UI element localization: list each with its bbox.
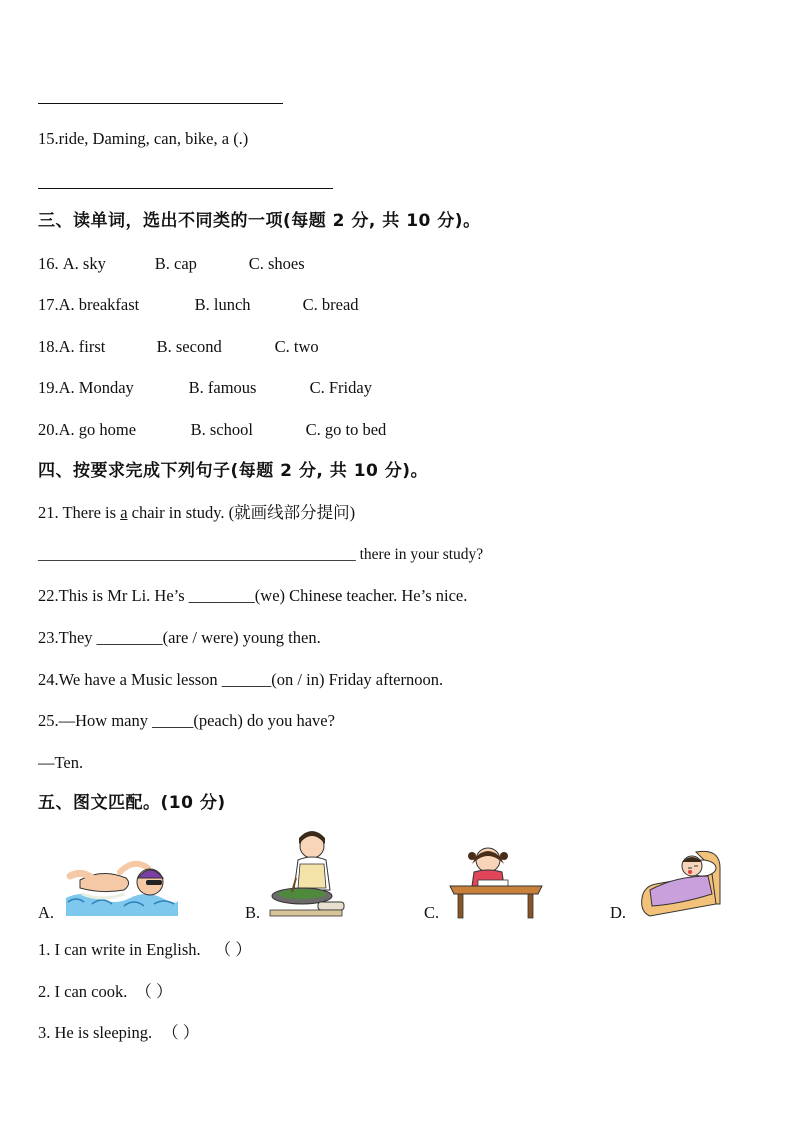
section-5-title: 五、图文匹配。(10 分) (38, 793, 226, 813)
question-17-number: 17. (38, 295, 59, 314)
question-24-number: 24. (38, 670, 59, 689)
question-18 (38, 337, 319, 357)
question-22-text: This is Mr Li. He’s ________(we) Chinese teacher. He’s nice. (58, 586, 468, 605)
question-23-text: They ________(are / were) young then. (58, 628, 321, 647)
picture-label-b: B. (245, 903, 261, 922)
question-18-option-a: A. first (58, 337, 106, 356)
question-24 (38, 670, 443, 690)
question-15-number: 15. (38, 129, 59, 148)
picture-label-a: A. (38, 903, 55, 922)
picture-label-d: D. (610, 903, 627, 922)
question-21-text-post: chair in study. (就画线部分提问) (127, 503, 356, 522)
match-item-2 (38, 982, 172, 1002)
swimmer-illustration (62, 850, 180, 920)
question-20-option-a: A. go home (58, 420, 137, 439)
question-20-number: 20. (38, 420, 59, 439)
match-item-3-blank: （ ） (162, 1023, 200, 1042)
match-item-2-blank: （ ） (135, 982, 173, 1001)
question-20-option-b: B. school (190, 420, 253, 439)
question-17-option-b: B. lunch (194, 295, 251, 314)
match-item-1-text: 1. I can write in English. (38, 940, 201, 959)
cooking-girl-illustration (266, 828, 358, 920)
match-item-1-blank: （ ） (214, 940, 252, 959)
question-23 (38, 628, 321, 648)
question-20-option-c: C. go to bed (305, 420, 387, 439)
question-19-number: 19. (38, 378, 59, 397)
question-18-number: 18. (38, 337, 59, 356)
match-item-1 (38, 940, 252, 960)
answer-line-15 (38, 188, 333, 189)
question-19-option-c: C. Friday (309, 378, 372, 397)
match-item-3-text: 3. He is sleeping. (38, 1023, 153, 1042)
question-21 (38, 503, 355, 523)
answer-line-14 (38, 103, 283, 104)
question-21-text-pre: . There is (54, 503, 121, 522)
question-25 (38, 711, 335, 731)
match-item-3 (38, 1023, 199, 1043)
question-17-option-a: A. breakfast (58, 295, 140, 314)
question-17-option-c: C. bread (302, 295, 359, 314)
sleeping-boy-illustration (636, 846, 724, 920)
picture-label-c: C. (424, 903, 440, 922)
question-19-option-a: A. Monday (58, 378, 134, 397)
question-23-number: 23. (38, 628, 59, 647)
question-16 (38, 254, 305, 274)
question-19 (38, 378, 372, 398)
question-20 (38, 420, 386, 440)
question-18-option-b: B. second (156, 337, 222, 356)
question-19-option-b: B. famous (188, 378, 257, 397)
question-16-number: 16. (38, 254, 63, 273)
question-21-underlined-word: a (120, 503, 128, 522)
question-16-option-a: A. sky (62, 254, 106, 273)
question-15 (38, 129, 248, 149)
question-25-number: 25. (38, 711, 59, 730)
question-25-text: —How many _____(peach) do you have? (58, 711, 335, 730)
question-21-answer-line: _________________________________________ there in your study? (38, 546, 484, 563)
question-16-option-c: C. shoes (248, 254, 305, 273)
question-22-number: 22. (38, 586, 59, 605)
question-17 (38, 295, 359, 315)
question-24-text: We have a Music lesson ______(on / in) Friday afternoon. (58, 670, 444, 689)
question-21-number: 21 (38, 503, 55, 522)
section-4-title: 四、按要求完成下列句子(每题 2 分, 共 10 分)。 (38, 461, 429, 481)
writing-girl-illustration (448, 842, 546, 920)
question-15-text: ride, Daming, can, bike, a (.) (58, 129, 249, 148)
match-item-2-text: 2. I can cook. (38, 982, 128, 1001)
section-3-title: 三、读单词，选出不同类的一项(每题 2 分, 共 10 分)。 (38, 211, 481, 231)
question-16-option-b: B. cap (154, 254, 197, 273)
question-22 (38, 586, 467, 606)
question-18-option-c: C. two (274, 337, 319, 356)
question-25-reply: —Ten. (38, 753, 84, 772)
